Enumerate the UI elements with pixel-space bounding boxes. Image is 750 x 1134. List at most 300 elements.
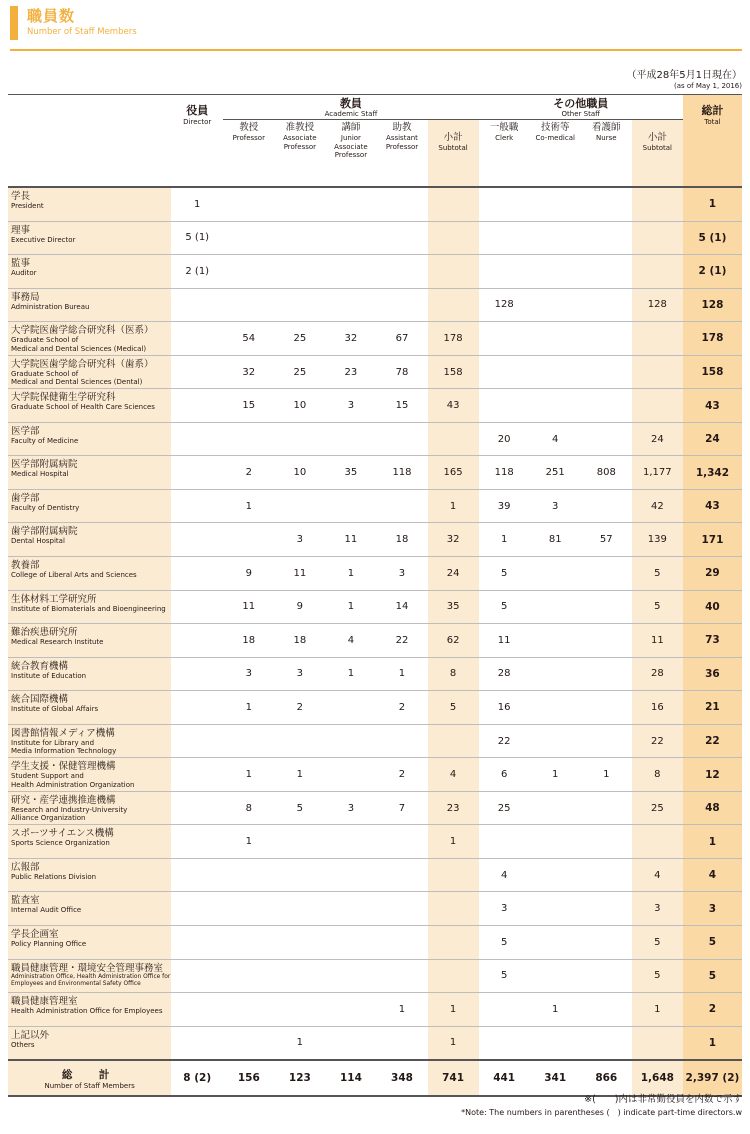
table-row xyxy=(8,557,742,591)
cell-assistant xyxy=(376,959,427,993)
row-label xyxy=(8,858,171,892)
cell-total: 4 xyxy=(683,858,742,892)
cell-nurse xyxy=(581,624,632,658)
cell-comedical xyxy=(530,624,581,658)
cell-subtotal-other xyxy=(632,255,683,289)
cell-nurse xyxy=(581,489,632,523)
cell-director xyxy=(171,791,223,825)
cell-professor xyxy=(223,523,274,557)
cell-comedical: 81 xyxy=(530,523,581,557)
cell-director xyxy=(171,288,223,322)
cell-clerk xyxy=(479,389,530,423)
cell-clerk: 5 xyxy=(479,557,530,591)
cell-subtotal-other: 25 xyxy=(632,791,683,825)
row-label-en: Policy Planning Office xyxy=(11,940,87,949)
col-director: 役員 Director xyxy=(171,120,223,188)
footnote-english: *Note: The numbers in parentheses ( ) indicate part-time directors.w xyxy=(461,1108,742,1117)
row-label-jp: 学長 xyxy=(11,191,31,202)
cell-junior: 23 xyxy=(325,355,376,389)
cell-subtotal-academic xyxy=(428,422,479,456)
row-label-en: Medical Hospital xyxy=(11,470,69,479)
cell-associate xyxy=(274,858,325,892)
row-label xyxy=(8,758,171,792)
row-label-en: Dental Hospital xyxy=(11,537,65,546)
cell-nurse xyxy=(581,187,632,221)
cell-total: 1,342 xyxy=(683,456,742,490)
cell-subtotal-academic: 62 xyxy=(428,624,479,658)
table-body xyxy=(8,187,742,1060)
col-clerk: 一般職 Clerk xyxy=(479,120,530,188)
cell-director xyxy=(171,926,223,960)
cell-subtotal-other: 1,177 xyxy=(632,456,683,490)
cell-subtotal-other: 24 xyxy=(632,422,683,456)
cell-director xyxy=(171,758,223,792)
table-row xyxy=(8,926,742,960)
cell-assistant xyxy=(376,221,427,255)
cell-subtotal-academic: 43 xyxy=(428,389,479,423)
cell-junior xyxy=(325,489,376,523)
row-label xyxy=(8,422,171,456)
row-label-en: Sports Science Organization xyxy=(11,839,110,848)
cell-subtotal-other: 28 xyxy=(632,657,683,691)
cell-subtotal-other: 11 xyxy=(632,624,683,658)
cell-associate xyxy=(274,489,325,523)
cell-professor: 3 xyxy=(223,657,274,691)
table-row xyxy=(8,959,742,993)
row-label xyxy=(8,389,171,423)
cell-nurse xyxy=(581,959,632,993)
cell-associate xyxy=(274,187,325,221)
cell-professor: 32 xyxy=(223,355,274,389)
cell-subtotal-academic xyxy=(428,187,479,221)
cell-nurse xyxy=(581,657,632,691)
cell-assistant: 78 xyxy=(376,355,427,389)
cell-nurse xyxy=(581,355,632,389)
row-label xyxy=(8,489,171,523)
cell-subtotal-academic xyxy=(428,255,479,289)
cell-nurse xyxy=(581,221,632,255)
cell-clerk xyxy=(479,322,530,356)
cell-total: 178 xyxy=(683,322,742,356)
cell-assistant xyxy=(376,489,427,523)
cell-assistant: 14 xyxy=(376,590,427,624)
cell-junior: 35 xyxy=(325,456,376,490)
cell-total: 21 xyxy=(683,691,742,725)
row-label-jp: 監事 xyxy=(11,258,31,270)
cell-comedical: 251 xyxy=(530,456,581,490)
cell-total: 24 xyxy=(683,422,742,456)
row-label-en-line2: Health Administration Organization xyxy=(11,780,135,789)
row-label-jp: 上記以外 xyxy=(11,1029,50,1041)
title-accent-bar xyxy=(10,6,18,40)
row-label xyxy=(8,557,171,591)
row-label-en: Administration Office, Health Administration Office for xyxy=(11,973,171,980)
cell-junior xyxy=(325,288,376,322)
row-label xyxy=(8,221,171,255)
row-label xyxy=(8,624,171,658)
cell-nurse xyxy=(581,422,632,456)
row-label-jp: 歯学部附属病院 xyxy=(11,526,78,538)
cell-total: 43 xyxy=(683,389,742,423)
cell-total: 171 xyxy=(683,523,742,557)
cell-subtotal-academic xyxy=(428,892,479,926)
cell-comedical: 1 xyxy=(530,758,581,792)
cell-junior: 11 xyxy=(325,523,376,557)
cell-professor xyxy=(223,959,274,993)
cell-assistant: 3 xyxy=(376,557,427,591)
cell-director xyxy=(171,422,223,456)
cell-subtotal-academic xyxy=(428,858,479,892)
row-label xyxy=(8,355,171,389)
cell-junior xyxy=(325,892,376,926)
total-director: 8 (2) xyxy=(171,1060,223,1096)
cell-total: 158 xyxy=(683,355,742,389)
row-label-jp: 学生支援・保健管理機構 xyxy=(11,761,116,773)
cell-assistant xyxy=(376,724,427,758)
cell-subtotal-other xyxy=(632,187,683,221)
row-label-jp: 医学部 xyxy=(11,425,40,437)
row-label-en: Administration Bureau xyxy=(11,302,90,311)
row-label-jp: 統合国際機構 xyxy=(11,694,69,706)
cell-junior: 1 xyxy=(325,590,376,624)
row-label xyxy=(8,255,171,289)
row-label xyxy=(8,187,171,221)
title-divider xyxy=(10,49,742,51)
cell-clerk: 11 xyxy=(479,624,530,658)
cell-total: 5 (1) xyxy=(683,221,742,255)
cell-assistant xyxy=(376,926,427,960)
cell-total: 29 xyxy=(683,557,742,591)
cell-professor xyxy=(223,993,274,1027)
total-subtotal-other: 1,648 xyxy=(632,1060,683,1096)
cell-subtotal-other xyxy=(632,389,683,423)
col-subtotal-academic: 小計 Subtotal xyxy=(428,120,479,188)
cell-subtotal-academic: 165 xyxy=(428,456,479,490)
cell-professor: 18 xyxy=(223,624,274,658)
cell-director xyxy=(171,557,223,591)
cell-comedical: 1 xyxy=(530,993,581,1027)
total-subtotal-academic: 741 xyxy=(428,1060,479,1096)
cell-associate: 5 xyxy=(274,791,325,825)
table-row xyxy=(8,691,742,725)
row-label xyxy=(8,825,171,859)
row-label-en: President xyxy=(11,202,44,210)
cell-clerk: 5 xyxy=(479,959,530,993)
cell-clerk: 6 xyxy=(479,758,530,792)
row-label-jp: 研究・産学連携推進機構 xyxy=(11,794,116,806)
cell-subtotal-academic xyxy=(428,288,479,322)
cell-comedical xyxy=(530,691,581,725)
cell-subtotal-academic: 1 xyxy=(428,825,479,859)
table-row xyxy=(8,187,742,221)
cell-professor: 9 xyxy=(223,557,274,591)
cell-director xyxy=(171,892,223,926)
cell-subtotal-other: 5 xyxy=(632,926,683,960)
cell-comedical xyxy=(530,557,581,591)
total-comedical: 341 xyxy=(530,1060,581,1096)
cell-comedical xyxy=(530,590,581,624)
table-row xyxy=(8,858,742,892)
cell-comedical xyxy=(530,1026,581,1060)
row-label-en-line2: Medical and Dental Sciences (Dental) xyxy=(11,378,143,387)
cell-director xyxy=(171,825,223,859)
cell-professor: 1 xyxy=(223,758,274,792)
row-label-en: Graduate School of xyxy=(11,336,79,345)
cell-associate: 10 xyxy=(274,456,325,490)
row-label xyxy=(8,657,171,691)
table-row xyxy=(8,389,742,423)
cell-associate: 18 xyxy=(274,624,325,658)
cell-nurse xyxy=(581,858,632,892)
row-label xyxy=(8,926,171,960)
cell-subtotal-academic: 1 xyxy=(428,993,479,1027)
cell-clerk: 25 xyxy=(479,791,530,825)
cell-associate: 25 xyxy=(274,355,325,389)
row-label-jp: 難治疾患研究所 xyxy=(11,627,78,639)
cell-professor: 54 xyxy=(223,322,274,356)
cell-associate xyxy=(274,288,325,322)
cell-associate xyxy=(274,959,325,993)
cell-professor xyxy=(223,288,274,322)
row-label-jp: 職員健康管理室 xyxy=(11,996,78,1008)
cell-clerk xyxy=(479,187,530,221)
cell-associate xyxy=(274,422,325,456)
col-junior: 講師 Junior Associate Professor xyxy=(325,120,376,188)
table-row xyxy=(8,489,742,523)
table-row xyxy=(8,288,742,322)
total-clerk: 441 xyxy=(479,1060,530,1096)
page-title-english: Number of Staff Members xyxy=(27,27,137,37)
table-row xyxy=(8,724,742,758)
cell-nurse: 57 xyxy=(581,523,632,557)
academic-staff-group: 教員 Academic Staff xyxy=(223,95,478,120)
cell-professor: 1 xyxy=(223,691,274,725)
cell-clerk: 5 xyxy=(479,926,530,960)
cell-assistant xyxy=(376,187,427,221)
row-label-en: Medical Research Institute xyxy=(11,638,104,647)
cell-director: 1 xyxy=(171,187,223,221)
cell-assistant: 2 xyxy=(376,758,427,792)
total-nurse: 866 xyxy=(581,1060,632,1096)
cell-total: 1 xyxy=(683,1026,742,1060)
row-label-en: Faculty of Medicine xyxy=(11,436,79,445)
table-row xyxy=(8,322,742,356)
row-label-jp: 大学院医歯学総合研究科（歯系） xyxy=(11,358,154,370)
cell-associate: 1 xyxy=(274,1026,325,1060)
cell-director xyxy=(171,691,223,725)
table-row xyxy=(8,892,742,926)
row-label-en: Institute of Global Affairs xyxy=(11,705,99,714)
table-header xyxy=(8,95,742,188)
cell-comedical: 3 xyxy=(530,489,581,523)
row-label-jp: 事務局 xyxy=(11,291,40,303)
cell-director xyxy=(171,590,223,624)
cell-nurse xyxy=(581,1026,632,1060)
cell-professor xyxy=(223,221,274,255)
cell-total: 22 xyxy=(683,724,742,758)
cell-associate xyxy=(274,926,325,960)
other-staff-group: その他職員 Other Staff xyxy=(479,95,683,120)
row-label-en: College of Liberal Arts and Sciences xyxy=(11,571,137,580)
cell-junior xyxy=(325,993,376,1027)
cell-assistant: 15 xyxy=(376,389,427,423)
cell-subtotal-other xyxy=(632,355,683,389)
cell-assistant: 118 xyxy=(376,456,427,490)
table-row xyxy=(8,624,742,658)
cell-total: 1 xyxy=(683,825,742,859)
cell-associate: 25 xyxy=(274,322,325,356)
cell-junior xyxy=(325,825,376,859)
cell-assistant: 1 xyxy=(376,993,427,1027)
cell-associate xyxy=(274,825,325,859)
cell-nurse xyxy=(581,825,632,859)
cell-assistant: 1 xyxy=(376,657,427,691)
cell-comedical xyxy=(530,926,581,960)
cell-comedical xyxy=(530,791,581,825)
cell-assistant: 2 xyxy=(376,691,427,725)
cell-professor xyxy=(223,422,274,456)
row-label-jp: 図書館情報メディア機構 xyxy=(11,727,115,739)
cell-director xyxy=(171,523,223,557)
row-label-jp: 理事 xyxy=(11,224,31,236)
cell-comedical xyxy=(530,288,581,322)
cell-comedical xyxy=(530,657,581,691)
page-title: 職員数 xyxy=(27,7,76,25)
cell-associate: 10 xyxy=(274,389,325,423)
cell-junior xyxy=(325,959,376,993)
cell-professor xyxy=(223,892,274,926)
totals-label: 総 計 Number of Staff Members xyxy=(8,1060,171,1096)
cell-clerk: 39 xyxy=(479,489,530,523)
table-row xyxy=(8,825,742,859)
cell-comedical xyxy=(530,221,581,255)
table-row xyxy=(8,523,742,557)
total-assistant: 348 xyxy=(376,1060,427,1096)
cell-director: 5 (1) xyxy=(171,221,223,255)
cell-clerk xyxy=(479,355,530,389)
cell-junior xyxy=(325,1026,376,1060)
cell-total: 36 xyxy=(683,657,742,691)
cell-associate xyxy=(274,221,325,255)
table-row xyxy=(8,221,742,255)
cell-subtotal-academic: 1 xyxy=(428,1026,479,1060)
cell-assistant: 7 xyxy=(376,791,427,825)
staff-table xyxy=(8,94,742,1097)
cell-subtotal-other: 3 xyxy=(632,892,683,926)
row-label-jp: 医学部附属病院 xyxy=(11,459,78,471)
cell-total: 5 xyxy=(683,959,742,993)
cell-comedical xyxy=(530,858,581,892)
cell-nurse xyxy=(581,255,632,289)
cell-subtotal-academic: 4 xyxy=(428,758,479,792)
as-of-date-english: (as of May 1, 2016) xyxy=(673,82,742,90)
cell-professor: 1 xyxy=(223,489,274,523)
cell-clerk: 1 xyxy=(479,523,530,557)
cell-subtotal-other: 4 xyxy=(632,858,683,892)
cell-subtotal-other: 139 xyxy=(632,523,683,557)
row-label-en: Auditor xyxy=(11,269,37,278)
cell-clerk: 20 xyxy=(479,422,530,456)
cell-nurse xyxy=(581,892,632,926)
cell-associate: 3 xyxy=(274,657,325,691)
cell-director xyxy=(171,959,223,993)
row-label-jp: 教養部 xyxy=(11,560,40,572)
cell-subtotal-academic: 23 xyxy=(428,791,479,825)
cell-assistant xyxy=(376,892,427,926)
row-label xyxy=(8,1026,171,1060)
cell-associate: 11 xyxy=(274,557,325,591)
cell-nurse xyxy=(581,590,632,624)
cell-total: 1 xyxy=(683,187,742,221)
cell-comedical xyxy=(530,724,581,758)
row-label-jp: 大学院医歯学総合研究科（医系） xyxy=(11,325,154,337)
cell-comedical xyxy=(530,959,581,993)
cell-comedical xyxy=(530,322,581,356)
cell-professor xyxy=(223,187,274,221)
cell-director xyxy=(171,858,223,892)
table-row xyxy=(8,993,742,1027)
row-label-jp: 生体材料工学研究所 xyxy=(11,593,97,605)
cell-associate xyxy=(274,255,325,289)
row-label xyxy=(8,993,171,1027)
cell-junior xyxy=(325,926,376,960)
table-row xyxy=(8,355,742,389)
col-professor: 教授 Professor xyxy=(223,120,274,188)
cell-professor: 1 xyxy=(223,825,274,859)
cell-nurse xyxy=(581,791,632,825)
cell-assistant xyxy=(376,422,427,456)
cell-junior xyxy=(325,255,376,289)
cell-subtotal-academic: 32 xyxy=(428,523,479,557)
cell-nurse xyxy=(581,724,632,758)
cell-clerk xyxy=(479,993,530,1027)
cell-subtotal-academic xyxy=(428,926,479,960)
cell-clerk xyxy=(479,221,530,255)
table-row xyxy=(8,657,742,691)
col-subtotal-other: 小計 Subtotal xyxy=(632,120,683,188)
row-label-en: Graduate School of xyxy=(11,369,79,378)
cell-clerk: 118 xyxy=(479,456,530,490)
cell-nurse xyxy=(581,288,632,322)
cell-professor xyxy=(223,926,274,960)
cell-comedical xyxy=(530,255,581,289)
row-label-en-line2: Alliance Organization xyxy=(11,814,86,823)
cell-clerk xyxy=(479,1026,530,1060)
footnote: ※( )内は非常勤役員を内数で示す xyxy=(584,1094,742,1105)
cell-junior: 32 xyxy=(325,322,376,356)
row-label-jp: 広報部 xyxy=(11,861,40,873)
cell-total: 128 xyxy=(683,288,742,322)
cell-junior xyxy=(325,758,376,792)
table-row xyxy=(8,255,742,289)
row-label-en-line2: Media Information Technology xyxy=(11,747,117,756)
table-row xyxy=(8,422,742,456)
row-label-jp: 学長企画室 xyxy=(11,929,59,941)
cell-subtotal-other: 5 xyxy=(632,959,683,993)
cell-subtotal-other: 8 xyxy=(632,758,683,792)
row-label-en: Public Relations Division xyxy=(11,872,97,881)
row-label-en: Others xyxy=(11,1040,35,1049)
cell-junior: 3 xyxy=(325,791,376,825)
row-label-jp: 職員健康管理・環境安全管理事務室 xyxy=(11,962,164,974)
row-label-en-line2: Medical and Dental Sciences (Medical) xyxy=(11,344,147,353)
cell-clerk: 5 xyxy=(479,590,530,624)
row-label-en: Health Administration Office for Employees xyxy=(11,1007,163,1016)
cell-director xyxy=(171,322,223,356)
cell-total: 3 xyxy=(683,892,742,926)
cell-total: 48 xyxy=(683,791,742,825)
cell-comedical xyxy=(530,187,581,221)
